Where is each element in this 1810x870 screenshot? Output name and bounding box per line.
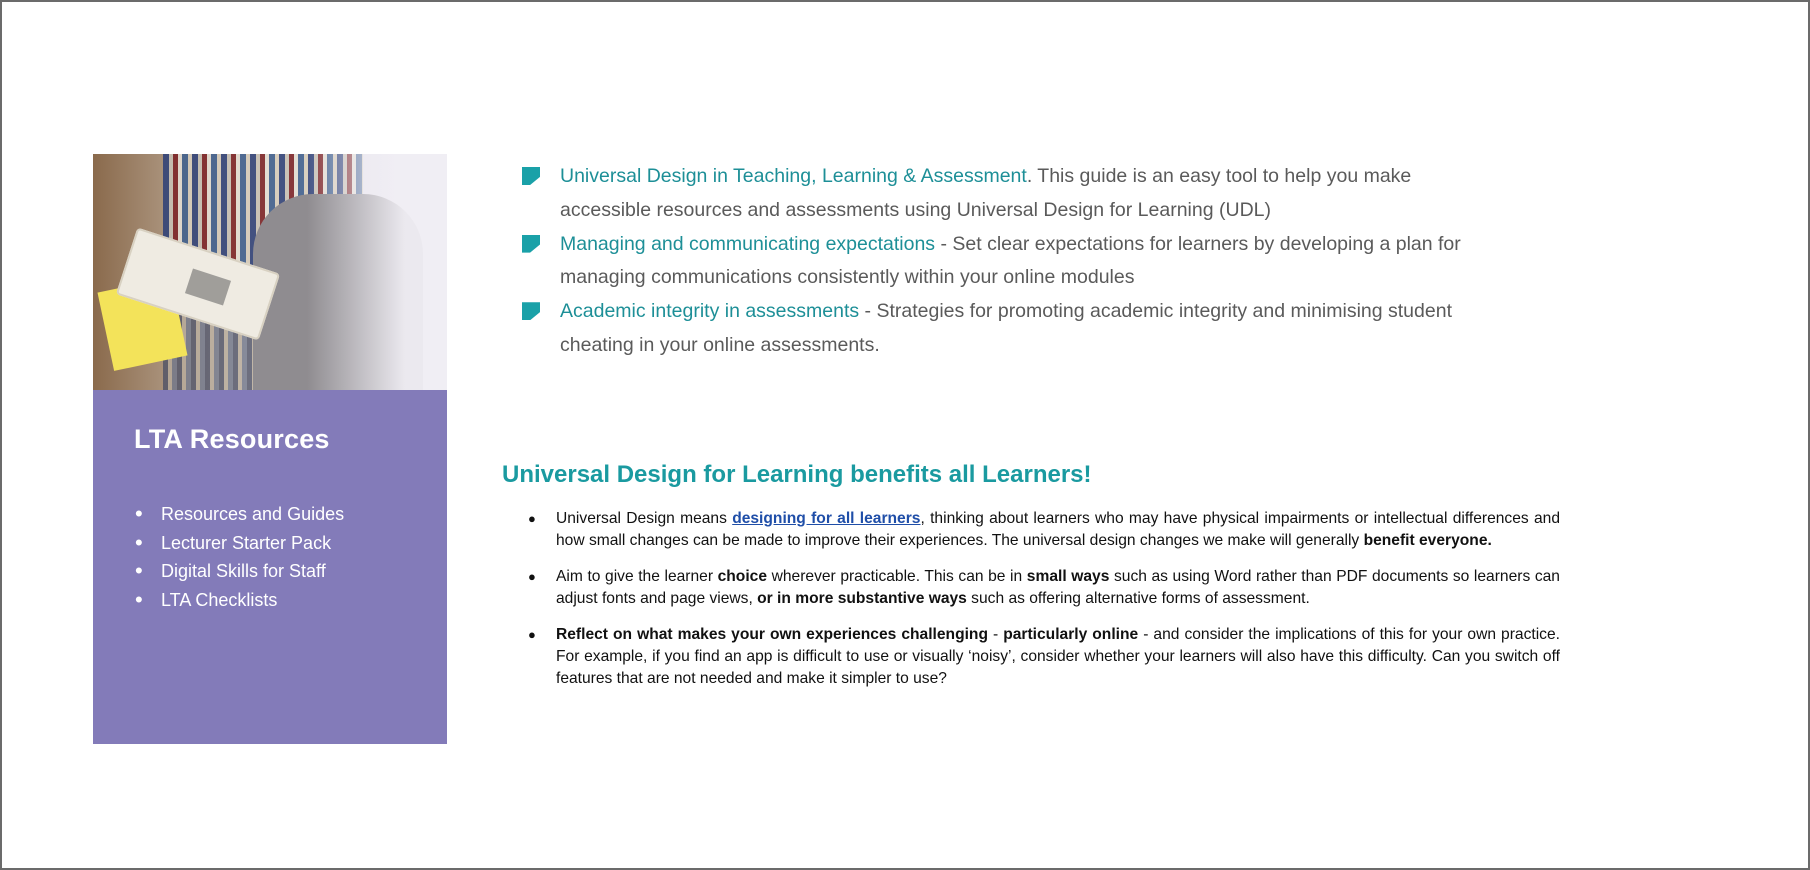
udl-bullet-2: ● Aim to give the learner choice wherever practicable. This can be in small ways such as using Word rather than PDF documents so learners can adjust fonts and page views, or in more substantive ways such as offering alternative forms of assessment. (528, 566, 1560, 610)
udl-bullet-1: ● Universal Design means designing for all learners, thinking about learners who may have physical impairments or intellectual differences and how small changes can be made to improve their experiences. The universal design changes we make will generally benefit everyone. (528, 508, 1560, 552)
udl-bullet-3: ● Reflect on what makes your own experiences challenging - particularly online - and consider the implications of this for your own practice. For example, if you find an app is difficult to use or visually ‘noisy’, consider whether your learners will also have this difficulty. Can you switch off features that are not needed and make it simpler to use? (528, 624, 1560, 690)
card-item-resources[interactable]: • Resources and Guides (133, 500, 344, 529)
link-desc-cont: managing communications consistently within your online modules (560, 266, 1135, 289)
udl-bullet-list (528, 508, 1560, 704)
udl-heading: Universal Design for Learning benefits all Learners! (502, 461, 1092, 488)
library-photo (93, 154, 447, 390)
photo-fade (307, 154, 447, 390)
flag-icon (522, 235, 540, 253)
card-item-digital-skills[interactable]: • Digital Skills for Staff (133, 557, 344, 586)
link-item-expectations (522, 228, 1532, 296)
link-desc-cont: accessible resources and assessments using Universal Design for Learning (UDL) (560, 198, 1271, 221)
flag-icon (522, 167, 540, 185)
designing-for-all-learners-link[interactable]: designing for all learners (732, 510, 921, 527)
link-academic-integrity[interactable]: Academic integrity in assessments (560, 300, 860, 323)
flag-icon (522, 302, 540, 320)
card-item-starter-pack[interactable]: • Lecturer Starter Pack (133, 529, 344, 558)
link-desc: - Set clear expectations for learners by developing a plan for (935, 232, 1461, 255)
link-item-udl (522, 160, 1532, 228)
link-desc: - Strategies for promoting academic integrity and minimising student (859, 300, 1452, 323)
link-udl-guide[interactable]: Universal Design in Teaching, Learning & Assessment (560, 165, 1027, 187)
resource-links (522, 160, 1532, 363)
link-item-integrity (522, 295, 1532, 363)
link-desc: . This guide is an easy tool to help you make (1026, 165, 1412, 187)
link-desc-cont: cheating in your online assessments. (560, 333, 880, 356)
lta-resources-card[interactable] (93, 154, 447, 744)
card-list (133, 500, 344, 614)
card-panel (93, 390, 447, 744)
link-expectations[interactable]: Managing and communicating expectations (560, 232, 936, 255)
card-item-checklists[interactable]: • LTA Checklists (133, 586, 344, 615)
card-title: LTA Resources (134, 424, 330, 454)
